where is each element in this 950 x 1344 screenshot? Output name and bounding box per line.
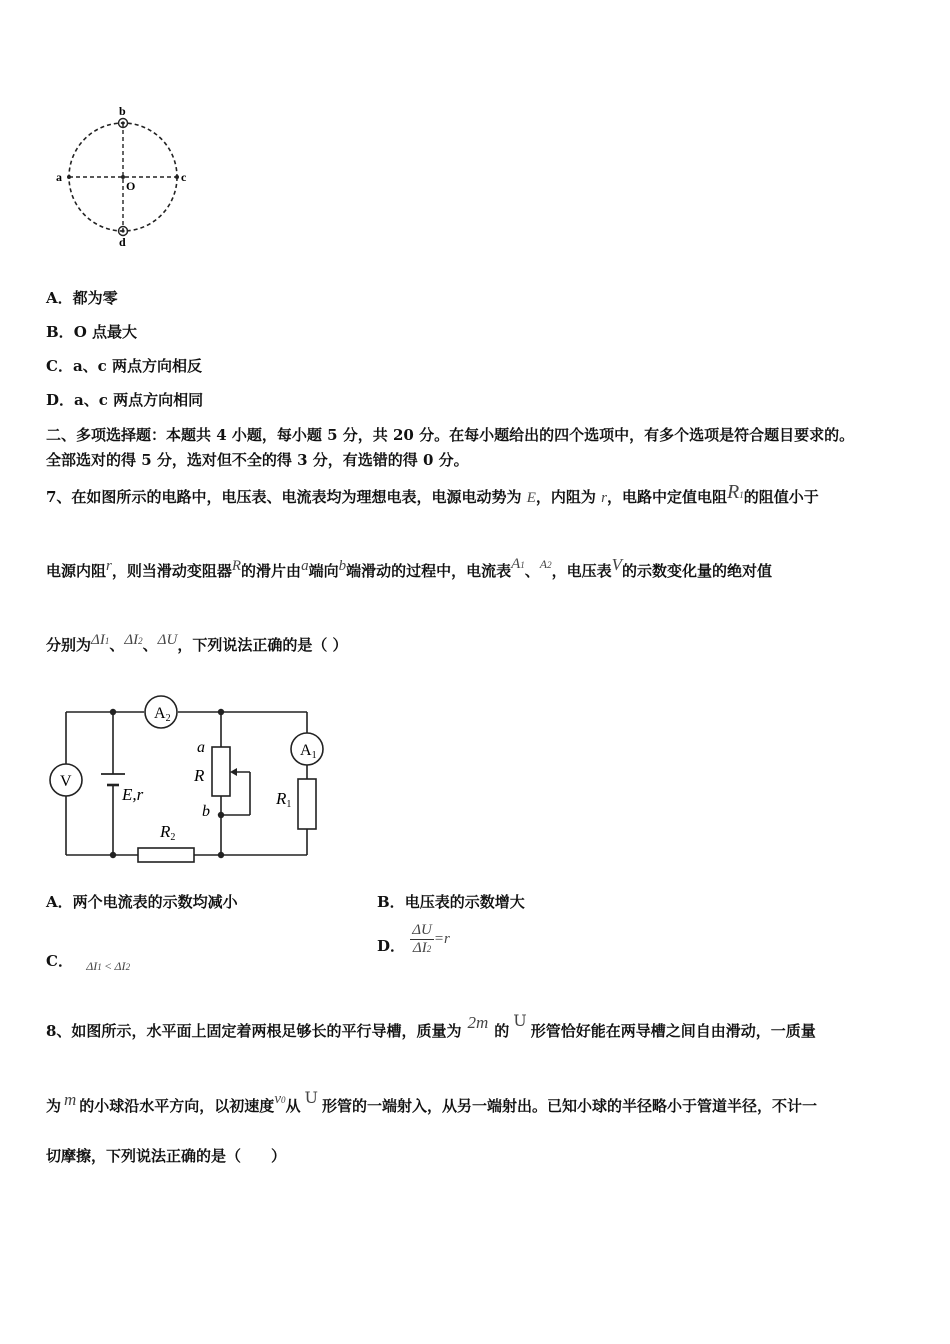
option-text: 都为零 [72, 289, 118, 307]
u-shape-symbol: U [304, 1088, 318, 1107]
circuit-diagram [40, 692, 340, 867]
mass-m-symbol: m [64, 1090, 77, 1109]
q7-option-d [377, 922, 450, 957]
resistor-r2 [138, 848, 194, 862]
q6-option-b [46, 321, 137, 342]
q7-text: 的阻值小于 [743, 488, 819, 506]
end-b-symbol: b [338, 558, 347, 574]
emf-symbol: E [526, 490, 536, 506]
q7-text: ，电压表 [551, 562, 612, 580]
mass-2m-symbol: 2m [467, 1013, 489, 1032]
r1-label: R1 [276, 789, 292, 810]
delta-u-symbol: ΔU [157, 632, 178, 648]
q7-text: 7、在如图所示的电路中，电压表、电流表均为理想电表，电源电动势为 [46, 488, 522, 506]
q8-text: 的 [494, 1022, 510, 1040]
label-o: O [126, 179, 136, 193]
q7-line1 [46, 481, 819, 508]
q7-text: 、 [524, 562, 540, 580]
option-letter: D． [46, 391, 75, 409]
q7-text: 的示数变化量的绝对值 [622, 562, 773, 580]
a2-label: A2 [154, 705, 171, 724]
option-text: O 点最大 [73, 323, 137, 341]
q8-line3: 切摩擦，下列说法正确的是（ ） [46, 1147, 287, 1165]
junction-dot [110, 852, 116, 858]
rheostat-r [212, 747, 230, 796]
q8-line2 [46, 1088, 817, 1116]
q7-option-b [377, 891, 525, 912]
q7-text: ，下列说法正确的是（ ） [177, 636, 348, 654]
ammeter-a2-symbol: A2 [539, 557, 552, 571]
wire-d-dot [121, 229, 124, 232]
q8-line1 [46, 1011, 816, 1041]
er-label: E,r [122, 785, 144, 804]
a-end-label: a [197, 739, 205, 756]
option-text: 电压表的示数增大 [404, 893, 525, 911]
q8-text: 为 [46, 1097, 62, 1115]
q8-text: 的小球沿水平方向，以初速度 [79, 1097, 275, 1115]
q7-text: 端滑动的过程中，电流表 [346, 562, 512, 580]
label-d: d [119, 235, 126, 249]
q8-text: 形管的一端射入，从另一端射出。已知小球的半径略小于管道半径，不计一 [321, 1097, 817, 1115]
q7-text: 端向 [308, 562, 339, 580]
q7-text: 、 [109, 636, 125, 654]
a1-label: A1 [300, 742, 317, 761]
q6-option-d [46, 389, 203, 410]
rheostat-symbol: R [231, 558, 242, 574]
resistor-r1 [298, 779, 316, 829]
option-d-rhs: =r [433, 931, 450, 947]
junction-dot [218, 852, 224, 858]
option-letter: D． [377, 937, 406, 955]
q7-text: 、 [142, 636, 158, 654]
internal-resistance-symbol: r [106, 558, 112, 574]
q8-text: 形管恰好能在两导槽之间自由滑动，一质量 [530, 1022, 816, 1040]
label-b: b [119, 104, 126, 118]
junction-dot [218, 812, 224, 818]
q7-text: ，则当滑动变阻器 [111, 562, 232, 580]
u-shape-symbol: U [513, 1011, 527, 1030]
q6-option-c [46, 355, 202, 376]
end-a-symbol: a [301, 558, 309, 574]
option-c-formula: ΔI1 < ΔI2 [86, 959, 131, 973]
q7-option-a [46, 891, 238, 912]
q7-text: 的滑片由 [241, 562, 302, 580]
option-d-fraction: $\frac{\Delta U}{\Delta I2}$ [412, 922, 432, 956]
q7-text: 电源内阻 [46, 562, 107, 580]
r-label: R [194, 766, 205, 785]
point-a [67, 175, 71, 179]
option-letter: C． [46, 952, 73, 970]
option-letter: B． [377, 893, 405, 911]
delta-i2-symbol: ΔI2 [124, 632, 143, 648]
ammeter-a1-symbol: A1 [511, 556, 525, 572]
option-letter: A． [46, 289, 73, 307]
option-text: a、c 两点方向相同 [74, 391, 204, 409]
q7-text: 分别为 [46, 636, 92, 654]
junction-dot [110, 709, 116, 715]
section2-line2: 全部选对的得 5 分，选对但不全的得 3 分，有选错的得 0 分。 [46, 451, 469, 469]
v0-symbol: v0 [274, 1091, 286, 1107]
q7-option-c [46, 950, 130, 971]
q6-option-a [46, 287, 118, 308]
section2-line1: 二、多项选择题：本题共 4 小题，每小题 5 分，共 20 分。在每小题给出的四个选项中，有多个选项是符合题目要求的。 [46, 426, 855, 444]
v-label: V [60, 773, 72, 790]
option-letter: C． [46, 357, 73, 375]
delta-i1-symbol: ΔI1 [91, 632, 110, 648]
q7-text: ，内阻为 [535, 488, 596, 506]
option-letter: B． [46, 323, 74, 341]
magnetic-field-figure [50, 100, 200, 250]
internal-resistance-symbol: r [601, 490, 607, 506]
option-text: 两个电流表的示数均减小 [72, 893, 238, 911]
q8-text: 从 [285, 1097, 301, 1115]
b-end-label: b [202, 803, 210, 820]
option-text: a、c 两点方向相反 [72, 357, 203, 375]
option-letter: A． [46, 893, 73, 911]
junction-dot [218, 709, 224, 715]
wire-b-dot [121, 121, 124, 124]
r1-symbol: R1 [726, 481, 744, 503]
voltmeter-symbol: V [611, 555, 623, 574]
slider-arrow-icon [230, 768, 237, 776]
q7-text: ，电路中定值电阻 [606, 488, 727, 506]
label-a: a [56, 170, 62, 184]
r2-label: R2 [160, 822, 176, 843]
q8-text: 8、如图所示，水平面上固定着两根足够长的平行导槽，质量为 [46, 1022, 462, 1040]
point-o [121, 175, 125, 179]
label-c: c [181, 170, 187, 184]
q7-line3 [46, 634, 348, 655]
point-c [175, 175, 179, 179]
q7-line2 [46, 555, 773, 581]
